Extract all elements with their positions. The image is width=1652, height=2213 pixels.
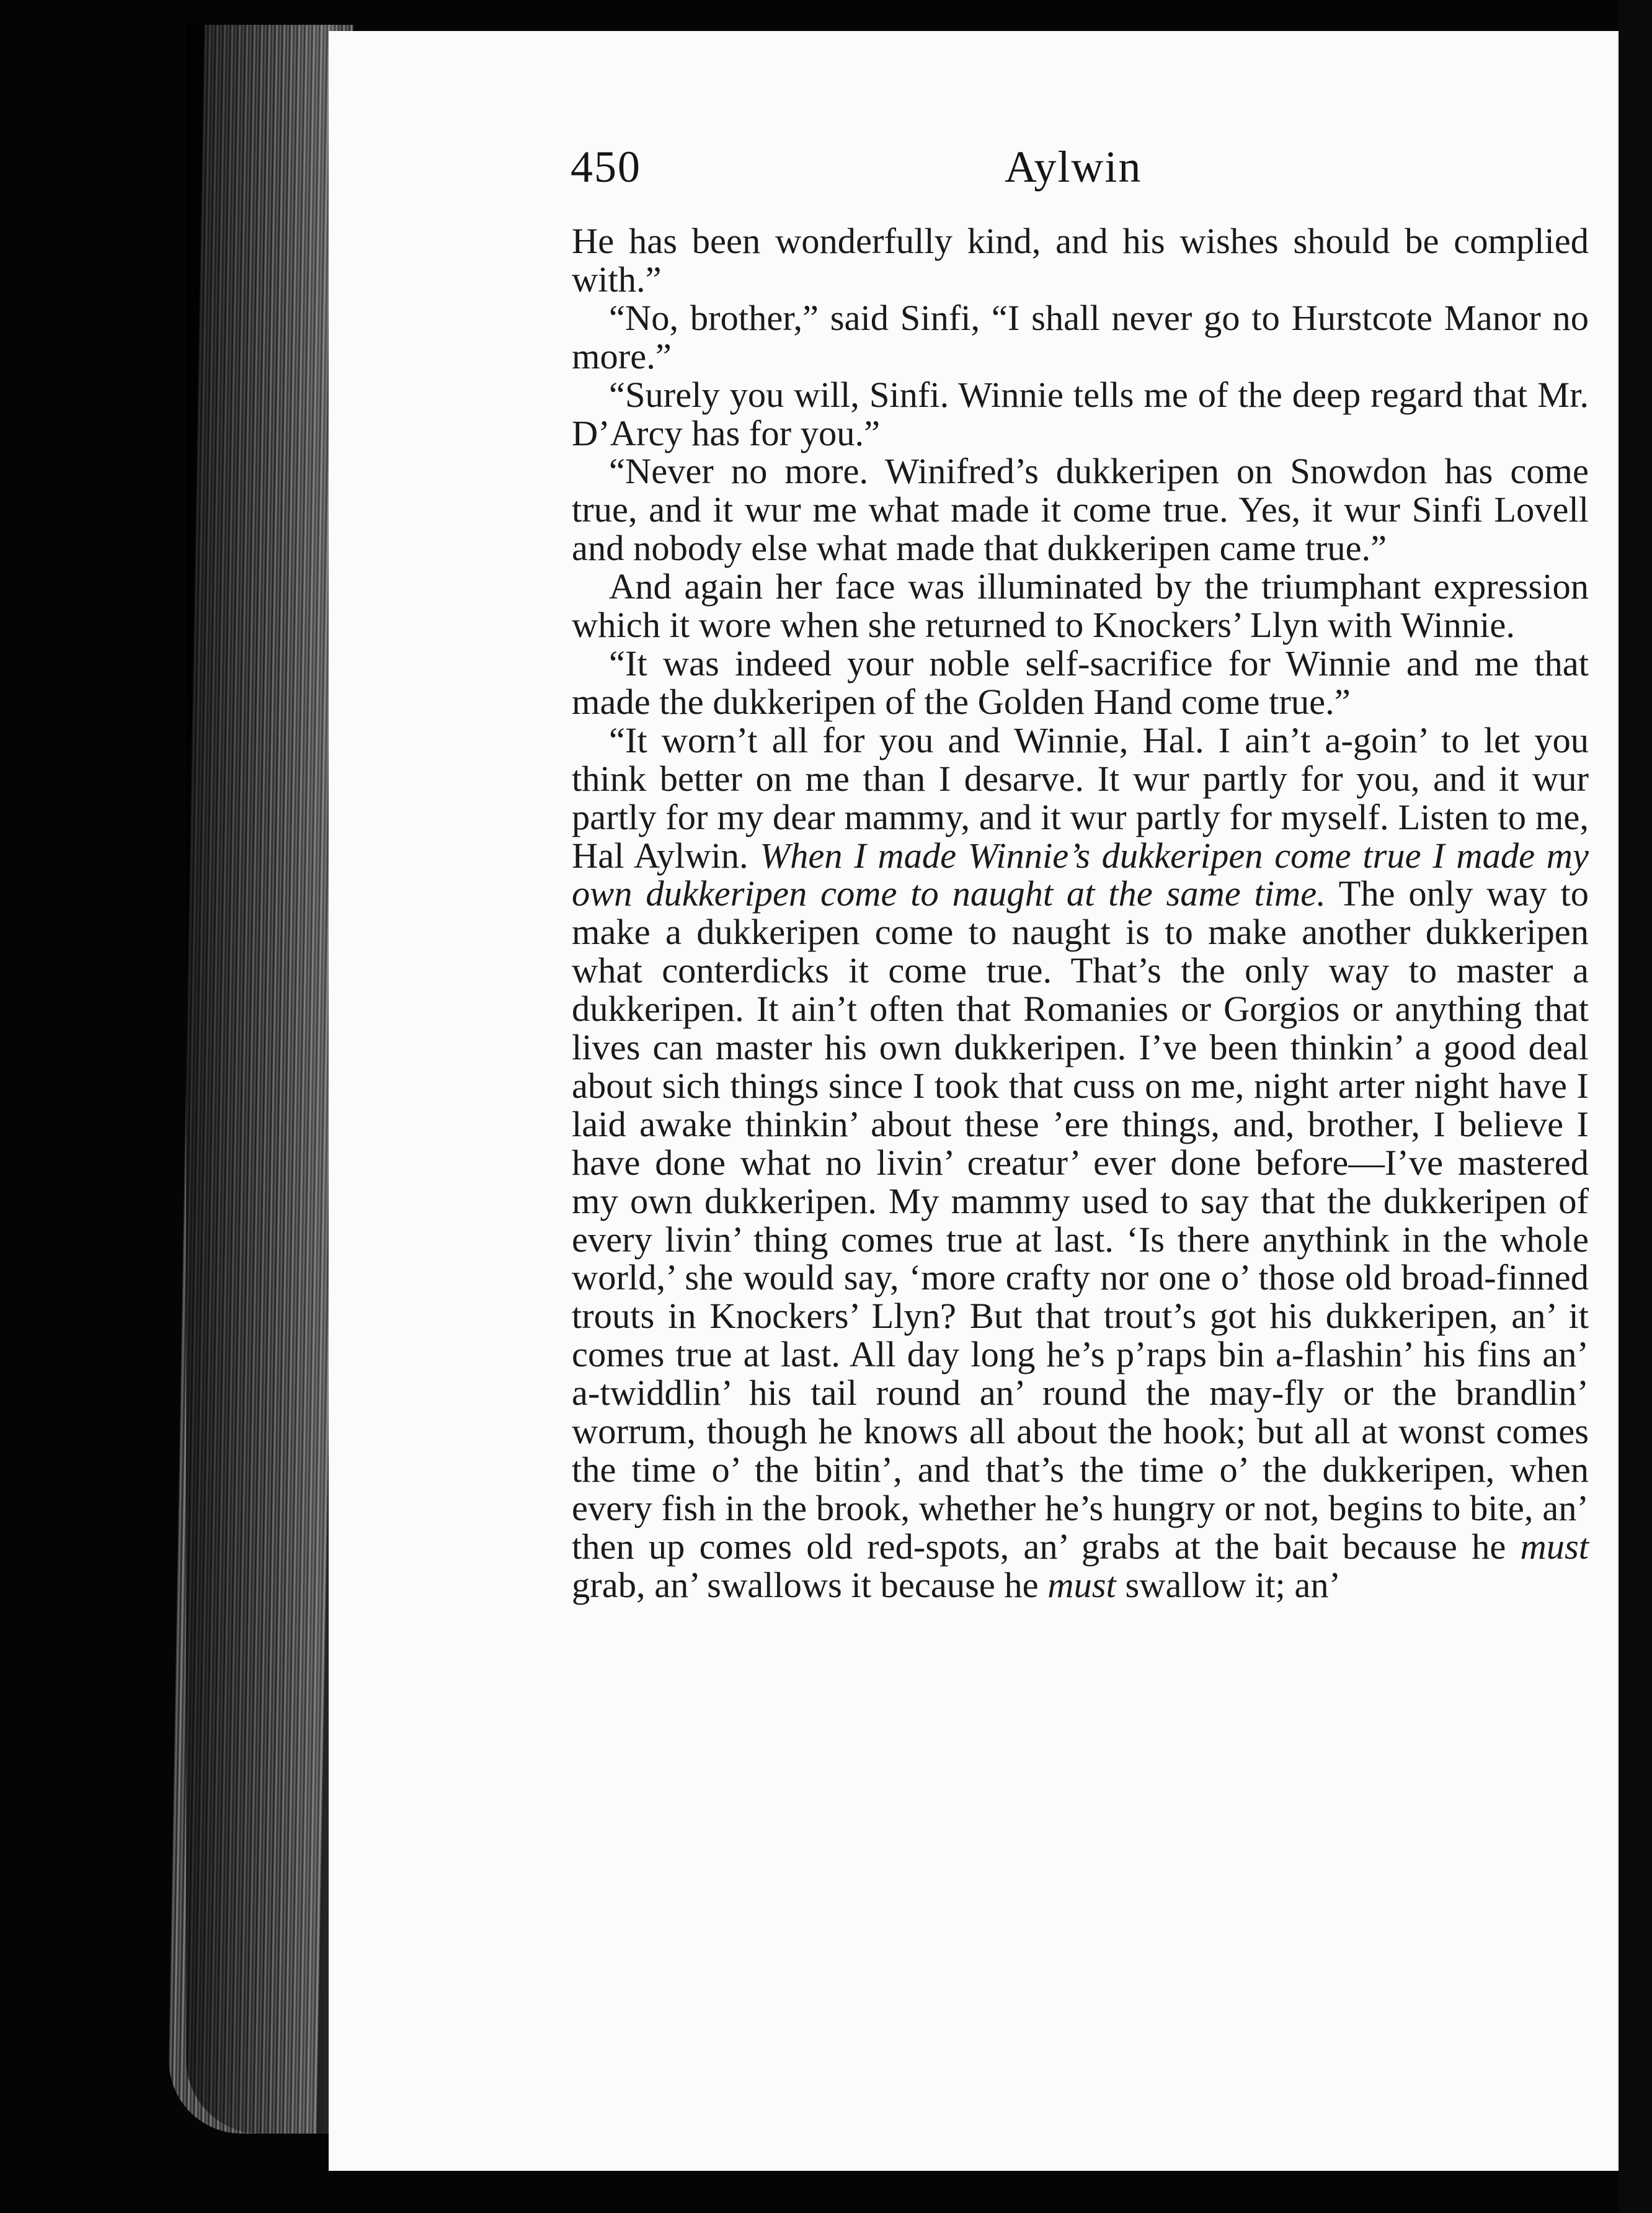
paragraph <box>572 376 1589 453</box>
paragraph <box>572 721 1589 1605</box>
paragraph <box>572 299 1589 376</box>
paragraph <box>572 222 1589 299</box>
paragraph-text: And again her face was illuminated by the triumphant expression which it wore when she returned to Knockers’ Llyn with Winnie. <box>572 566 1589 646</box>
paragraph-text: “Never no more. Winifred’s dukkeripen on Snowdon has come true, and it wur me what made it come true. Yes, it wur Sinfi Lovell and nobody else what made that dukkeripen came true.” <box>572 451 1589 569</box>
paragraph-text: The only way to make a dukkeripen come to naught is to make another dukkeripen what conterdicks it come true. That’s the only way to master a dukkeripen. It ain’t often that Romanies or Gorgios or anything that lives can master his own dukkeripen. I’ve been thinkin’ a good deal about sich things since I took that cuss on me, night arter night have I laid awake thinkin’ about these ’ere things, and, brother, I believe I have done what no livin’ creatur’ ever done before—I’ve mastered my own dukkeripen. My mammy used to say that the dukkeripen of every livin’ thing comes true at last. ‘Is there anythink in the whole world,’ she would say, ‘more crafty nor one o’ those old broad-finned trouts in Knockers’ Llyn? But that trout’s got his dukkeripen, an’ it comes true at last. All day long he’s p’raps bin a-flashin’ his fins an’ a-twiddlin’ his tail round an’ round the may-fly or the brandlin’ worrum, though he knows all about the hook; but all at wonst comes the time o’ the bitin’, and that’s the time o’ the dukkeripen, when every fish in the brook, whether he’s hungry or not, begins to bite, an’ then up comes old red-spots, an’ grabs at the bait because he <box>572 873 1589 1567</box>
paragraph-text: He has been wonderfully kind, and his wishes should be complied with.” <box>572 221 1589 300</box>
italic-text: must <box>1520 1526 1589 1567</box>
paragraph <box>572 568 1589 644</box>
paragraph <box>572 452 1589 568</box>
italic-text: must <box>1047 1564 1116 1605</box>
paragraph-text: grab, an’ swallows it because he <box>572 1564 1048 1605</box>
page-header <box>571 141 1588 210</box>
paragraph-text: swallow it; an’ <box>1116 1564 1341 1605</box>
scan-right-border <box>1619 0 1652 2213</box>
book-edge-shadow <box>186 25 335 2134</box>
paragraph-text: “No, brother,” said Sinfi, “I shall never go to Hurstcote Manor no more.” <box>572 297 1589 376</box>
paragraph <box>572 644 1589 721</box>
paragraph-text: “It was indeed your noble self-sacrifice for Winnie and me that made the dukkeripen of the Golden Hand come true.” <box>572 643 1589 722</box>
italic-text: When I made Winnie’s dukkeripen come true I made my own dukkeripen come to naught at the same time. <box>572 835 1589 914</box>
body-text <box>572 222 1589 1605</box>
running-title: Aylwin <box>1005 142 1142 192</box>
paragraph-text: “It worn’t all for you and Winnie, Hal. I ain’t a-goin’ to let you think better on me than I desarve. It wur partly for you, and it wur partly for my dear mammy, and it wur partly for myself. Listen to me, Hal Aylwin. <box>572 719 1589 876</box>
paragraph-text: “Surely you will, Sinfi. Winnie tells me of the deep regard that Mr. D’Arcy has for you.” <box>572 374 1589 453</box>
page-number: 450 <box>571 142 641 192</box>
